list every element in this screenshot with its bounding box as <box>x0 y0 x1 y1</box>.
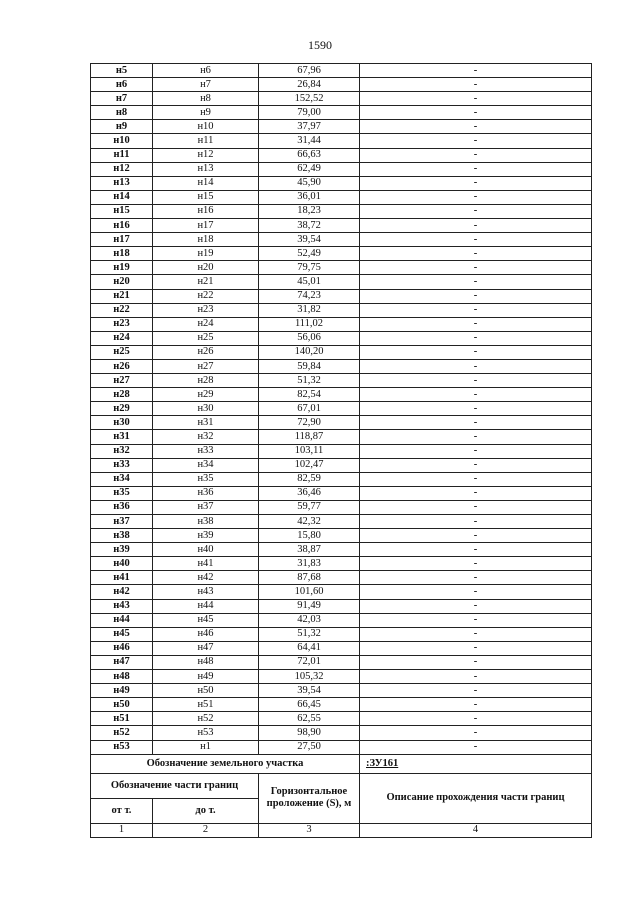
column-number-2: 2 <box>153 823 259 837</box>
point-to: н32 <box>153 430 259 444</box>
point-to: н36 <box>153 486 259 500</box>
segment-description: - <box>360 712 592 726</box>
table-row <box>91 641 592 655</box>
segment-length: 18,23 <box>259 204 360 218</box>
point-from: н51 <box>91 712 153 726</box>
point-to: н52 <box>153 712 259 726</box>
segment-description: - <box>360 557 592 571</box>
point-from: н25 <box>91 345 153 359</box>
point-from: н14 <box>91 190 153 204</box>
point-from: н39 <box>91 543 153 557</box>
segment-description: - <box>360 543 592 557</box>
segment-length: 79,00 <box>259 106 360 120</box>
point-to: н44 <box>153 599 259 613</box>
segment-description: - <box>360 458 592 472</box>
header-description: Описание прохождения части границ <box>360 773 592 823</box>
table-row <box>91 204 592 218</box>
segment-description: - <box>360 289 592 303</box>
table-row <box>91 162 592 176</box>
page-number: 1590 <box>308 38 332 52</box>
table-row <box>91 92 592 106</box>
table-row <box>91 247 592 261</box>
point-to: н42 <box>153 571 259 585</box>
segment-description: - <box>360 374 592 388</box>
point-to: н21 <box>153 275 259 289</box>
segment-description: - <box>360 627 592 641</box>
point-from: н40 <box>91 557 153 571</box>
point-to: н11 <box>153 134 259 148</box>
segment-length: 39,54 <box>259 233 360 247</box>
segment-length: 42,03 <box>259 613 360 627</box>
point-to: н13 <box>153 162 259 176</box>
point-from: н50 <box>91 698 153 712</box>
boundary-table <box>90 63 592 838</box>
table-row <box>91 331 592 345</box>
table-row <box>91 444 592 458</box>
column-number-1: 1 <box>91 823 153 837</box>
point-to: н26 <box>153 345 259 359</box>
table-row <box>91 684 592 698</box>
segment-length: 64,41 <box>259 641 360 655</box>
header-horizontal: Горизонтальное проложение (S), м <box>259 773 360 823</box>
section-block <box>91 754 592 837</box>
point-to: н34 <box>153 458 259 472</box>
segment-description: - <box>360 359 592 373</box>
segment-length: 102,47 <box>259 458 360 472</box>
point-to: н19 <box>153 247 259 261</box>
segment-description: - <box>360 64 592 78</box>
point-to: н31 <box>153 416 259 430</box>
segment-length: 87,68 <box>259 571 360 585</box>
point-to: н39 <box>153 529 259 543</box>
point-from: н44 <box>91 613 153 627</box>
segment-description: - <box>360 247 592 261</box>
point-to: н23 <box>153 303 259 317</box>
table-row <box>91 261 592 275</box>
segment-description: - <box>360 655 592 669</box>
point-to: н24 <box>153 317 259 331</box>
table-row <box>91 345 592 359</box>
point-to: н10 <box>153 120 259 134</box>
segment-length: 66,45 <box>259 698 360 712</box>
point-to: н33 <box>153 444 259 458</box>
point-from: н46 <box>91 641 153 655</box>
point-to: н51 <box>153 698 259 712</box>
segment-length: 51,32 <box>259 627 360 641</box>
header-to: до т. <box>153 798 259 823</box>
point-from: н42 <box>91 585 153 599</box>
segment-description: - <box>360 78 592 92</box>
segment-description: - <box>360 430 592 444</box>
segment-description: - <box>360 134 592 148</box>
point-to: н46 <box>153 627 259 641</box>
segment-length: 39,54 <box>259 684 360 698</box>
segment-length: 79,75 <box>259 261 360 275</box>
segment-length: 66,63 <box>259 148 360 162</box>
segment-description: - <box>360 613 592 627</box>
point-from: н33 <box>91 458 153 472</box>
table-row <box>91 402 592 416</box>
segment-length: 45,90 <box>259 176 360 190</box>
point-from: н13 <box>91 176 153 190</box>
segment-description: - <box>360 641 592 655</box>
point-to: н49 <box>153 670 259 684</box>
table-row <box>91 486 592 500</box>
header-part-designation: Обозначение части границ <box>91 773 259 798</box>
point-to: н27 <box>153 359 259 373</box>
segment-length: 59,84 <box>259 359 360 373</box>
segment-length: 31,82 <box>259 303 360 317</box>
point-from: н45 <box>91 627 153 641</box>
table-row <box>91 458 592 472</box>
table-row <box>91 500 592 514</box>
header-from: от т. <box>91 798 153 823</box>
segment-description: - <box>360 698 592 712</box>
segment-description: - <box>360 233 592 247</box>
point-from: н12 <box>91 162 153 176</box>
segment-length: 74,23 <box>259 289 360 303</box>
segment-length: 72,01 <box>259 655 360 669</box>
point-from: н30 <box>91 416 153 430</box>
segment-description: - <box>360 486 592 500</box>
segment-length: 38,72 <box>259 219 360 233</box>
point-to: н9 <box>153 106 259 120</box>
segment-description: - <box>360 726 592 740</box>
point-to: н14 <box>153 176 259 190</box>
point-to: н38 <box>153 515 259 529</box>
segment-description: - <box>360 402 592 416</box>
point-from: н48 <box>91 670 153 684</box>
segment-description: - <box>360 331 592 345</box>
section-title: Обозначение земельного участка <box>91 754 360 773</box>
point-to: н50 <box>153 684 259 698</box>
table-row <box>91 726 592 740</box>
segment-description: - <box>360 261 592 275</box>
table-row <box>91 219 592 233</box>
segment-length: 118,87 <box>259 430 360 444</box>
point-from: н36 <box>91 500 153 514</box>
point-to: н29 <box>153 388 259 402</box>
table-row <box>91 359 592 373</box>
point-to: н45 <box>153 613 259 627</box>
segment-length: 36,01 <box>259 190 360 204</box>
segment-length: 67,96 <box>259 64 360 78</box>
table-row <box>91 106 592 120</box>
segment-description: - <box>360 599 592 613</box>
table-row <box>91 374 592 388</box>
segment-length: 140,20 <box>259 345 360 359</box>
point-from: н9 <box>91 120 153 134</box>
point-from: н41 <box>91 571 153 585</box>
column-number-4: 4 <box>360 823 592 837</box>
segment-length: 38,87 <box>259 543 360 557</box>
table-row <box>91 670 592 684</box>
segment-description: - <box>360 176 592 190</box>
table-row <box>91 120 592 134</box>
point-to: н35 <box>153 472 259 486</box>
table-row <box>91 289 592 303</box>
segment-length: 27,50 <box>259 740 360 754</box>
point-from: н27 <box>91 374 153 388</box>
point-to: н41 <box>153 557 259 571</box>
segment-description: - <box>360 92 592 106</box>
point-to: н53 <box>153 726 259 740</box>
table-row <box>91 529 592 543</box>
segment-length: 31,83 <box>259 557 360 571</box>
point-from: н35 <box>91 486 153 500</box>
point-to: н30 <box>153 402 259 416</box>
segment-description: - <box>360 345 592 359</box>
column-numbers-row <box>91 823 592 837</box>
segment-description: - <box>360 684 592 698</box>
segment-description: - <box>360 204 592 218</box>
column-number-3: 3 <box>259 823 360 837</box>
cadastral-number: :ЗУ161 <box>360 754 592 773</box>
table-row <box>91 627 592 641</box>
point-from: н37 <box>91 515 153 529</box>
table-row <box>91 148 592 162</box>
segment-description: - <box>360 388 592 402</box>
point-to: н12 <box>153 148 259 162</box>
segment-description: - <box>360 529 592 543</box>
point-from: н47 <box>91 655 153 669</box>
segment-length: 82,59 <box>259 472 360 486</box>
point-from: н15 <box>91 204 153 218</box>
section-title-row <box>91 754 592 773</box>
table-row <box>91 740 592 754</box>
point-to: н48 <box>153 655 259 669</box>
segment-length: 59,77 <box>259 500 360 514</box>
point-from: н8 <box>91 106 153 120</box>
segment-length: 82,54 <box>259 388 360 402</box>
segment-description: - <box>360 515 592 529</box>
segment-length: 101,60 <box>259 585 360 599</box>
point-from: н19 <box>91 261 153 275</box>
table-row <box>91 303 592 317</box>
point-from: н21 <box>91 289 153 303</box>
segment-length: 62,55 <box>259 712 360 726</box>
segment-description: - <box>360 303 592 317</box>
segment-description: - <box>360 416 592 430</box>
table-row <box>91 134 592 148</box>
point-from: н22 <box>91 303 153 317</box>
table-row <box>91 176 592 190</box>
segment-description: - <box>360 120 592 134</box>
point-to: н25 <box>153 331 259 345</box>
point-to: н40 <box>153 543 259 557</box>
point-from: н7 <box>91 92 153 106</box>
point-from: н26 <box>91 359 153 373</box>
table-row <box>91 275 592 289</box>
table-row <box>91 599 592 613</box>
point-to: н22 <box>153 289 259 303</box>
boundary-rows <box>91 64 592 755</box>
point-to: н17 <box>153 219 259 233</box>
segment-description: - <box>360 219 592 233</box>
point-from: н5 <box>91 64 153 78</box>
point-to: н7 <box>153 78 259 92</box>
point-from: н53 <box>91 740 153 754</box>
point-from: н10 <box>91 134 153 148</box>
segment-length: 31,44 <box>259 134 360 148</box>
point-from: н31 <box>91 430 153 444</box>
segment-description: - <box>360 317 592 331</box>
table-row <box>91 416 592 430</box>
table-row <box>91 557 592 571</box>
point-from: н29 <box>91 402 153 416</box>
table-row <box>91 571 592 585</box>
header-row-1 <box>91 773 592 798</box>
table-row <box>91 655 592 669</box>
point-to: н37 <box>153 500 259 514</box>
segment-description: - <box>360 148 592 162</box>
segment-length: 15,80 <box>259 529 360 543</box>
point-from: н52 <box>91 726 153 740</box>
segment-description: - <box>360 275 592 289</box>
point-to: н15 <box>153 190 259 204</box>
segment-length: 45,01 <box>259 275 360 289</box>
point-from: н24 <box>91 331 153 345</box>
point-from: н18 <box>91 247 153 261</box>
segment-description: - <box>360 472 592 486</box>
point-from: н6 <box>91 78 153 92</box>
segment-length: 91,49 <box>259 599 360 613</box>
segment-length: 52,49 <box>259 247 360 261</box>
point-to: н6 <box>153 64 259 78</box>
segment-description: - <box>360 740 592 754</box>
segment-description: - <box>360 585 592 599</box>
segment-length: 56,06 <box>259 331 360 345</box>
point-from: н20 <box>91 275 153 289</box>
table-row <box>91 472 592 486</box>
segment-length: 67,01 <box>259 402 360 416</box>
segment-length: 103,11 <box>259 444 360 458</box>
point-from: н43 <box>91 599 153 613</box>
table-row <box>91 64 592 78</box>
table-row <box>91 698 592 712</box>
table-row <box>91 712 592 726</box>
segment-length: 105,32 <box>259 670 360 684</box>
segment-description: - <box>360 106 592 120</box>
segment-length: 42,32 <box>259 515 360 529</box>
segment-length: 98,90 <box>259 726 360 740</box>
point-to: н28 <box>153 374 259 388</box>
point-from: н34 <box>91 472 153 486</box>
segment-description: - <box>360 571 592 585</box>
point-to: н18 <box>153 233 259 247</box>
segment-length: 152,52 <box>259 92 360 106</box>
segment-length: 72,90 <box>259 416 360 430</box>
segment-description: - <box>360 500 592 514</box>
point-to: н47 <box>153 641 259 655</box>
table-row <box>91 388 592 402</box>
point-from: н17 <box>91 233 153 247</box>
segment-length: 37,97 <box>259 120 360 134</box>
segment-length: 36,46 <box>259 486 360 500</box>
point-from: н23 <box>91 317 153 331</box>
segment-description: - <box>360 190 592 204</box>
table-row <box>91 585 592 599</box>
table-row <box>91 430 592 444</box>
point-from: н11 <box>91 148 153 162</box>
segment-length: 62,49 <box>259 162 360 176</box>
table-row <box>91 613 592 627</box>
segment-description: - <box>360 444 592 458</box>
point-to: н43 <box>153 585 259 599</box>
point-from: н49 <box>91 684 153 698</box>
table-row <box>91 233 592 247</box>
point-to: н1 <box>153 740 259 754</box>
segment-length: 111,02 <box>259 317 360 331</box>
segment-length: 51,32 <box>259 374 360 388</box>
point-to: н20 <box>153 261 259 275</box>
segment-description: - <box>360 162 592 176</box>
point-to: н16 <box>153 204 259 218</box>
point-from: н32 <box>91 444 153 458</box>
point-from: н16 <box>91 219 153 233</box>
segment-description: - <box>360 670 592 684</box>
point-from: н38 <box>91 529 153 543</box>
point-to: н8 <box>153 92 259 106</box>
table-row <box>91 190 592 204</box>
table-row <box>91 543 592 557</box>
table-row <box>91 317 592 331</box>
table-row <box>91 515 592 529</box>
segment-length: 26,84 <box>259 78 360 92</box>
point-from: н28 <box>91 388 153 402</box>
table-row <box>91 78 592 92</box>
